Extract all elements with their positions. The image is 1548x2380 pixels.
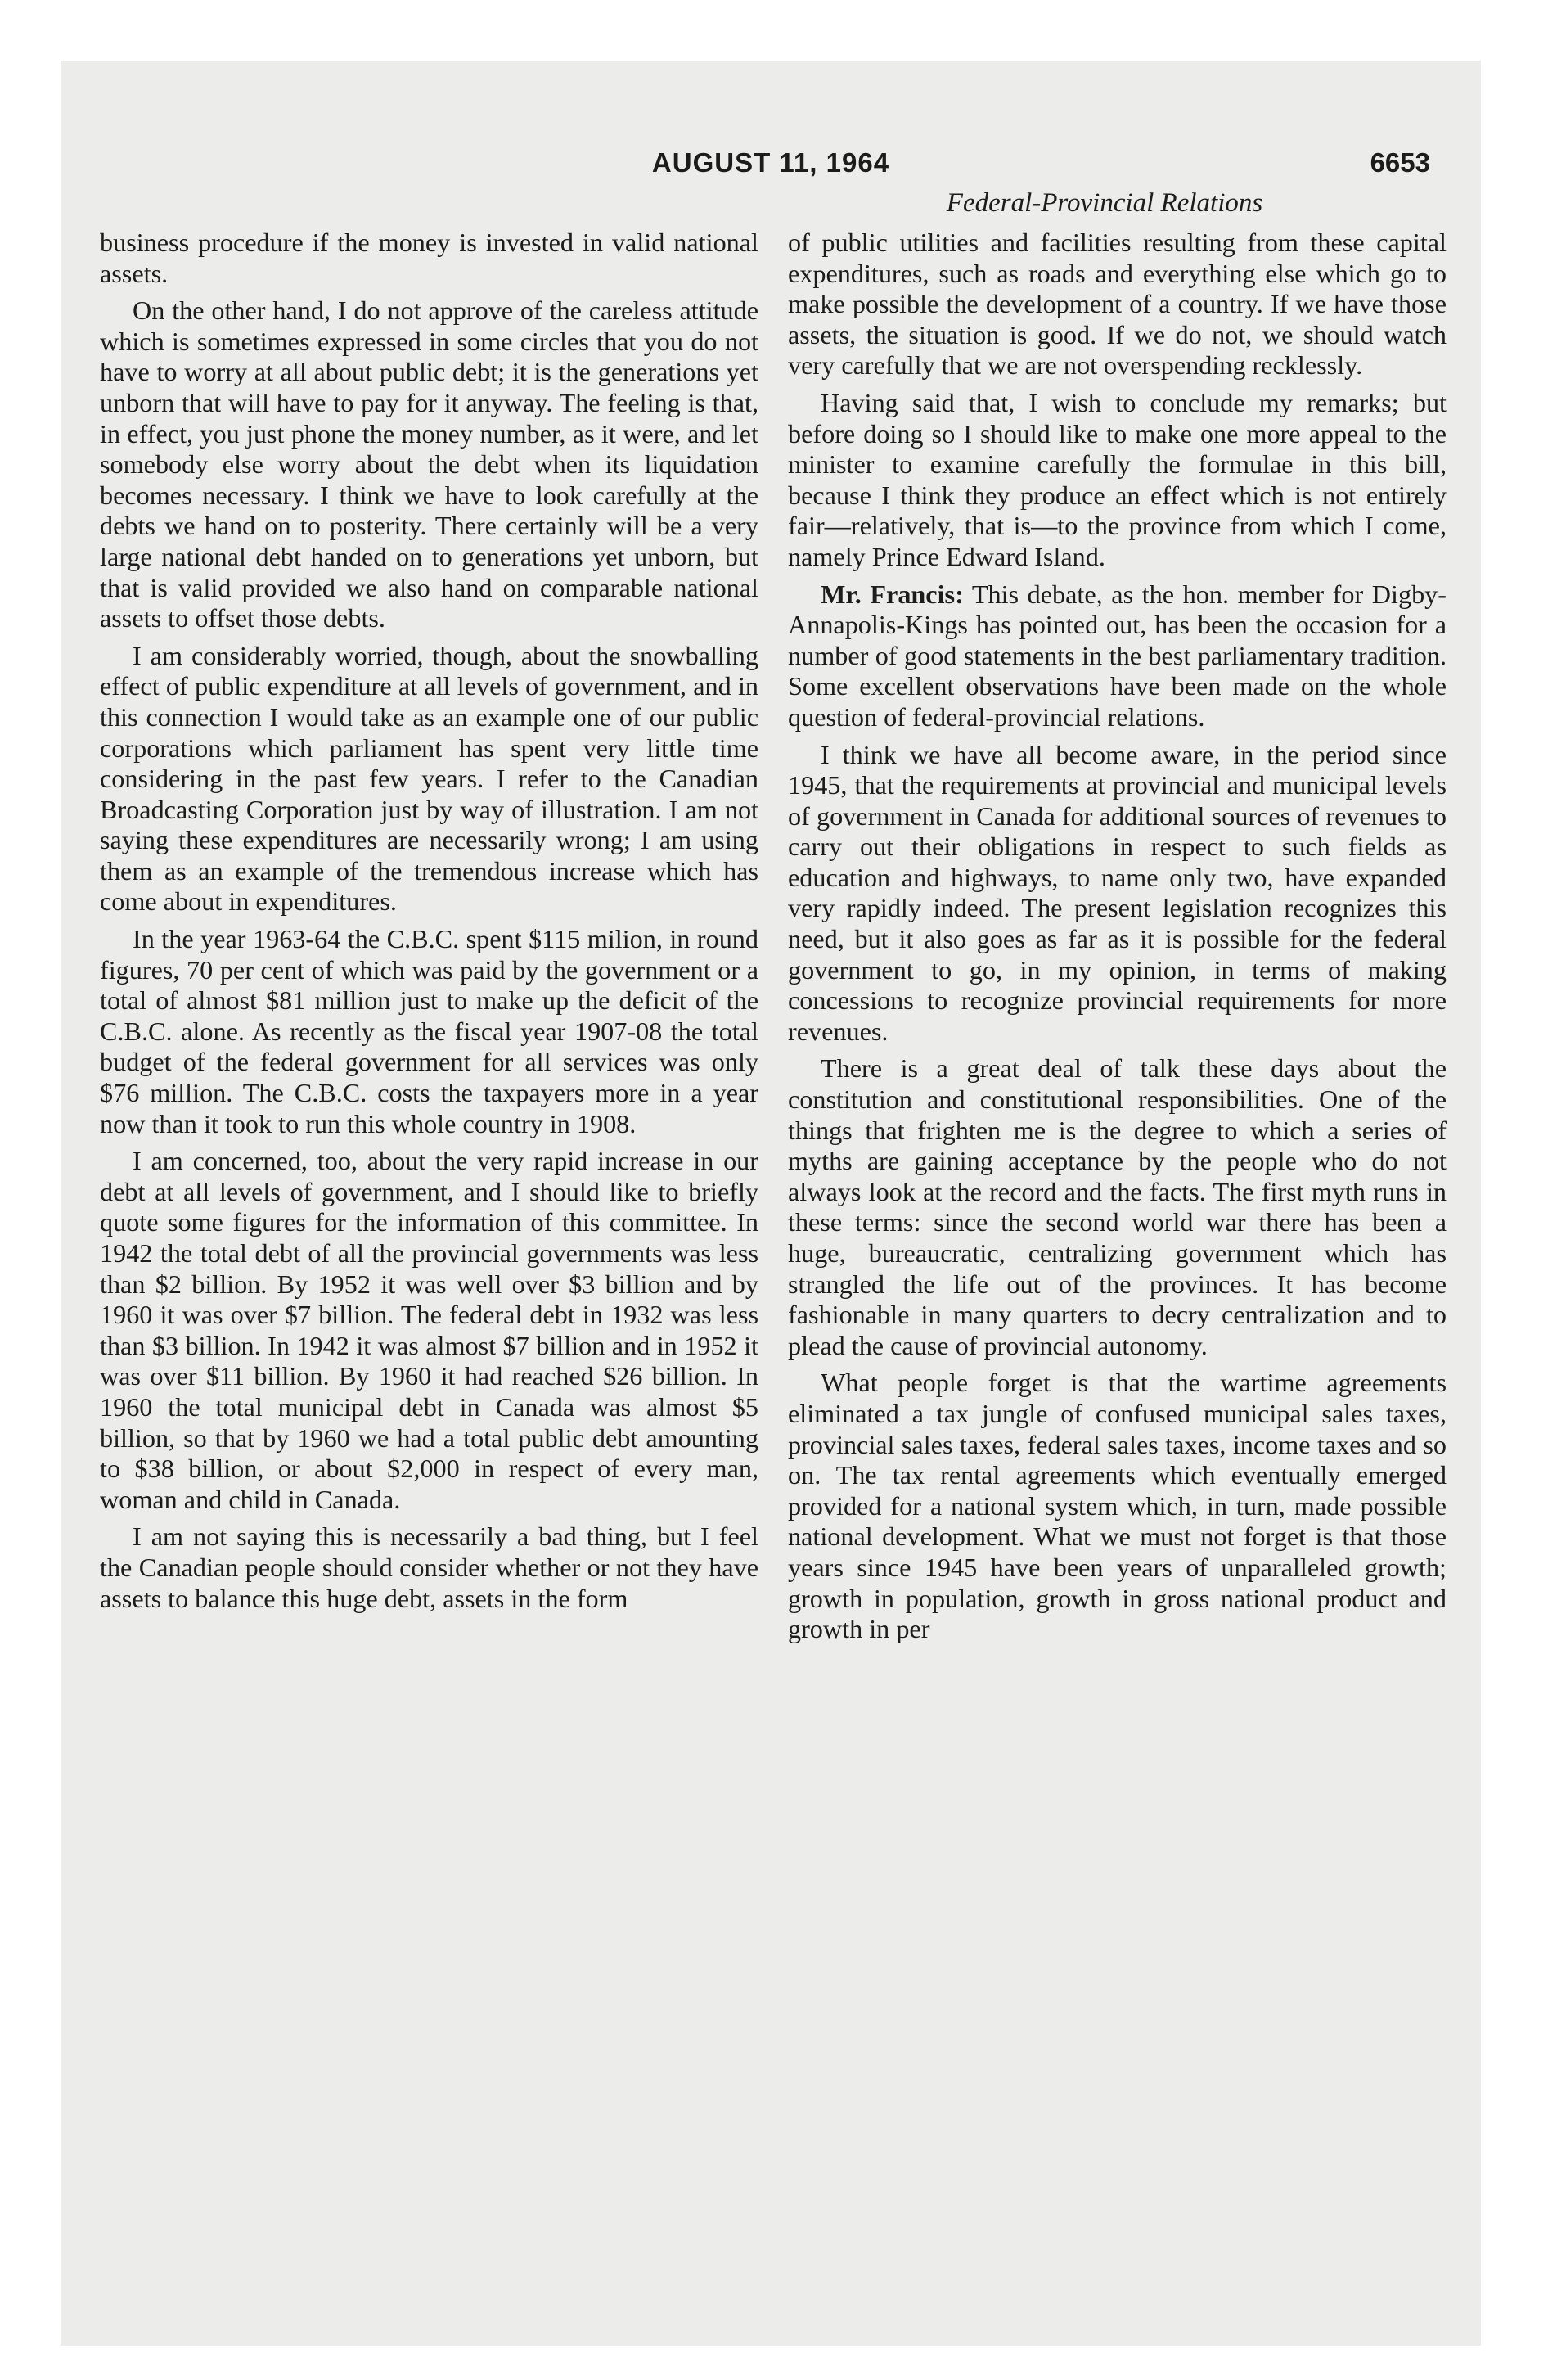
paragraph: business procedure if the money is invested in valid national assets.	[100, 228, 758, 288]
paragraph: Having said that, I wish to conclude my remarks; but before doing so I should like to make one more appeal to the minister to examine carefully the formulae in this bill, because I think they produce an effect which is not entirely fair—relatively, that is—to the province from which I come, namely Prince Edward Island.	[788, 387, 1447, 571]
page-number: 6653	[1370, 147, 1430, 178]
paragraph: In the year 1963-64 the C.B.C. spent $115 milion, in round figures, 70 per cent of which was paid by the government or a total of almost $81 million just to make up the deficit of the C.B.C. alone. As recently as the fiscal year 1907-08 the total budget of the federal government for all services was only $76 million. The C.B.C. costs the taxpayers more in a year now than it took to run this whole country in 1908.	[100, 924, 758, 1138]
header-date: AUGUST 11, 1964	[651, 147, 890, 178]
left-column	[100, 228, 758, 1620]
paragraph: On the other hand, I do not approve of the careless attitude which is sometimes expressed in some circles that you do not have to worry at all about public debt; it is the generations yet unborn that will have to pay for it anyway. The feeling is that, in effect, you just phone the money number, as it were, and let somebody else worry about the debt when its liquidation becomes necessary. I think we have to look carefully at the debts we hand on to posterity. There certainly will be a very large national debt handed on to generations yet unborn, but that is valid provided we also hand on comparable national assets to offset those debts.	[100, 295, 758, 633]
paragraph: I am considerably worried, though, about the snowballing effect of public expenditure at all levels of government, and in this connection I would take as an example one of our public corporations which parliament has spent very little time considering in the past few years. I refer to the Canadian Broadcasting Corporation just by way of illustration. I am not saying these expenditures are necessarily wrong; I am using them as an example of the tremendous increase which has come about in expenditures.	[100, 640, 758, 917]
speech-text: This debate, as the hon. member for Digby-Annapolis-Kings has pointed out, has been the occasion for a number of good statements in the best parliamentary tradition. Some excellent observations have been made on the whole question of federal-provincial relations.	[788, 579, 1447, 732]
paragraph: of public utilities and facilities resulting from these capital expenditures, such as roads and everything else which go to make possible the development of a country. If we have those assets, the situation is good. If we do not, we should watch very carefully that we are not overspending recklessly.	[788, 228, 1447, 381]
running-title: Federal-Provincial Relations	[946, 188, 1263, 218]
paragraph: What people forget is that the wartime agreements eliminated a tax jungle of confused municipal sales taxes, provincial sales taxes, federal sales taxes, income taxes and so on. The tax rental agreements which eventually emerged provided for a national system which, in turn, made possible national development. What we must not forget is that those years since 1945 have been years of unparalleled growth; growth in population, growth in gross national product and growth in per	[788, 1368, 1447, 1644]
speech-paragraph	[788, 579, 1447, 733]
paragraph: I think we have all become aware, in the period since 1945, that the requirements at provincial and municipal levels of government in Canada for additional sources of revenues to carry out their obligations in respect to such fields as education and highways, to name only two, have expanded very rapidly indeed. The present legislation recognizes this need, but it also goes as far as it is possible for the federal government to go, in my opinion, in terms of making concessions to recognize provincial requirements for more revenues.	[788, 739, 1447, 1046]
speaker-name: Mr. Francis:	[821, 579, 964, 609]
paragraph: I am not saying this is necessarily a bad thing, but I feel the Canadian people should consider whether or not they have assets to balance this huge debt, assets in the form	[100, 1521, 758, 1613]
right-column	[788, 228, 1447, 1652]
paragraph: I am concerned, too, about the very rapid increase in our debt at all levels of government, and I should like to briefly quote some figures for the information of this committee. In 1942 the total debt of all the provincial governments was less than $2 billion. By 1952 it was well over $3 billion and by 1960 it was over $7 billion. The federal debt in 1932 was less than $3 billion. In 1942 it was almost $7 billion and in 1952 it was over $11 billion. By 1960 it had reached $26 billion. In 1960 the total municipal debt in Canada was almost $5 billion, so that by 1960 we had a total public debt amounting to $38 billion, or about $2,000 in respect of every man, woman and child in Canada.	[100, 1146, 758, 1514]
paragraph: There is a great deal of talk these days about the constitution and constitutional responsibilities. One of the things that frighten me is the degree to which a series of myths are gaining acceptance by the people who do not always look at the record and the facts. The first myth runs in these terms: since the second world war there has been a huge, bureaucratic, centralizing government which has strangled the life out of the provinces. It has become fashionable in many quarters to decry centralization and to plead the cause of provincial autonomy.	[788, 1053, 1447, 1360]
